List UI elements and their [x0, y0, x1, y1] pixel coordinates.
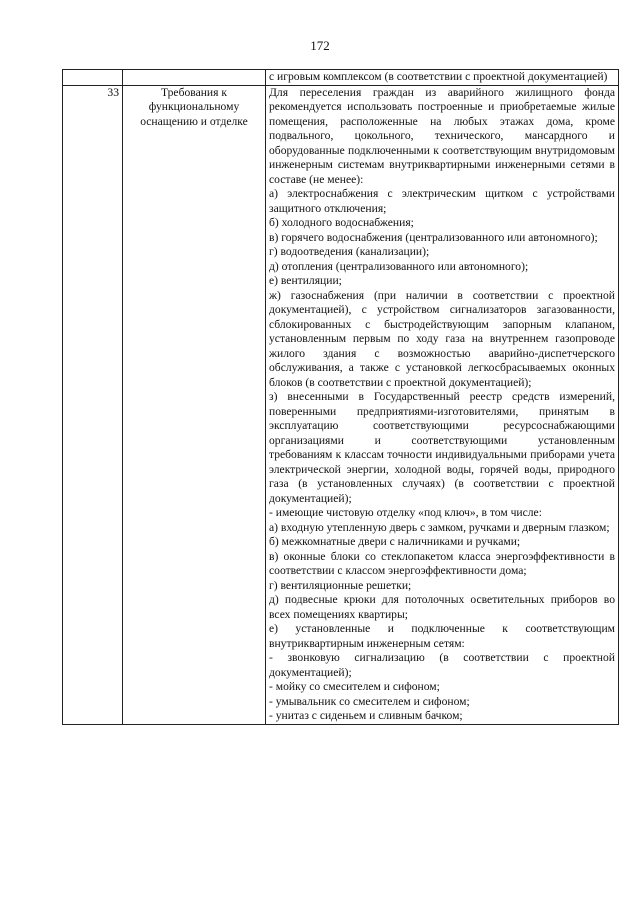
finish-item: б) межкомнатные двери с наличниками и ручками;	[269, 535, 521, 548]
utility-item: в) горячего водоснабжения (централизованного или автономного);	[269, 230, 598, 244]
finish-item: е) установленные и подключенные к соответствующим внутриквартирным инженерным сетям:	[269, 622, 615, 650]
utility-item: б) холодного водоснабжения;	[269, 216, 414, 229]
utility-item-continued: требованиям к классам точности индивидуальными приборами учета электрической энергии, холодной воды, горячей воды, природного газа (в установленных случаях) (в соответствии с проектной документацией);	[269, 448, 615, 505]
table-row	[63, 85, 619, 724]
intro-paragraph: Для переселения граждан из аварийного жилищного фонда рекомендуется использовать построенные и приобретаемые жилые помещения, расположенные на любых этажах дома, кроме подвального, цокольного, технического, мансардного и оборудованные подключенными к соответствующим внутридомовым инженерным системам внутриквартирными инженерными сетями в составе (не менее):	[269, 85, 615, 186]
equipment-item: - мойку со смесителем и сифоном;	[269, 680, 440, 693]
requirement-cell-empty	[123, 70, 266, 86]
page-number: 172	[310, 38, 330, 53]
table-row	[63, 70, 619, 86]
utility-item: е) вентиляции;	[269, 274, 342, 287]
utility-item: з) внесенными в Государственный реестр средств измерений, поверенными предприятиями-изготовителями, принятым в эксплуатацию соответствующими ресурсоснабжающими организациями и соответствующими установленным	[269, 390, 615, 447]
continued-text: с игровым комплексом (в соответствии с проектной документацией)	[269, 70, 608, 83]
requirement-content	[266, 85, 619, 724]
requirement-title: Требования к функциональному оснащению и отделке	[123, 85, 266, 724]
requirements-table	[62, 69, 619, 725]
row-number: 33	[63, 85, 123, 724]
finish-item: в) оконные блоки со стеклопакетом класса энергоэффективности в соответствии с классом энергоэффективности дома;	[269, 549, 615, 577]
finish-item: д) подвесные крюки для потолочных осветительных приборов во всех помещениях квартиры;	[269, 593, 615, 621]
utility-item: ж) газоснабжения (при наличии в соответствии с проектной документацией), с устройством сигнализаторов загазованности, сблокированных с быстродействующим запорным клапаном, установленным первым по ходу газа на внутреннем газопроводе жилого здания с возможностью аварийно-диспетчерского обслуживания, а также с установкой легкосбрасываемых оконных блоков (в соответствии с проектной документацией);	[269, 288, 615, 389]
utility-item: а) электроснабжения с электрическим щитком с устройствами защитного отключения;	[269, 187, 615, 215]
finish-item: а) входную утепленную дверь с замком, ручками и дверным глазком;	[269, 520, 610, 534]
equipment-item: - умывальник со смесителем и сифоном;	[269, 694, 470, 708]
number-cell-empty	[63, 70, 123, 86]
equipment-item: - звонковую сигнализацию (в соответствии с проектной документацией);	[269, 651, 615, 679]
finish-item: г) вентиляционные решетки;	[269, 578, 412, 592]
utility-item: д) отопления (централизованного или автономного);	[269, 259, 529, 273]
finish-intro: - имеющие чистовую отделку «под ключ», в том числе:	[269, 506, 542, 519]
continued-text-cell	[266, 70, 619, 86]
equipment-item: - унитаз с сиденьем и сливным бачком;	[269, 709, 463, 722]
utility-item: г) водоотведения (канализации);	[269, 245, 430, 258]
